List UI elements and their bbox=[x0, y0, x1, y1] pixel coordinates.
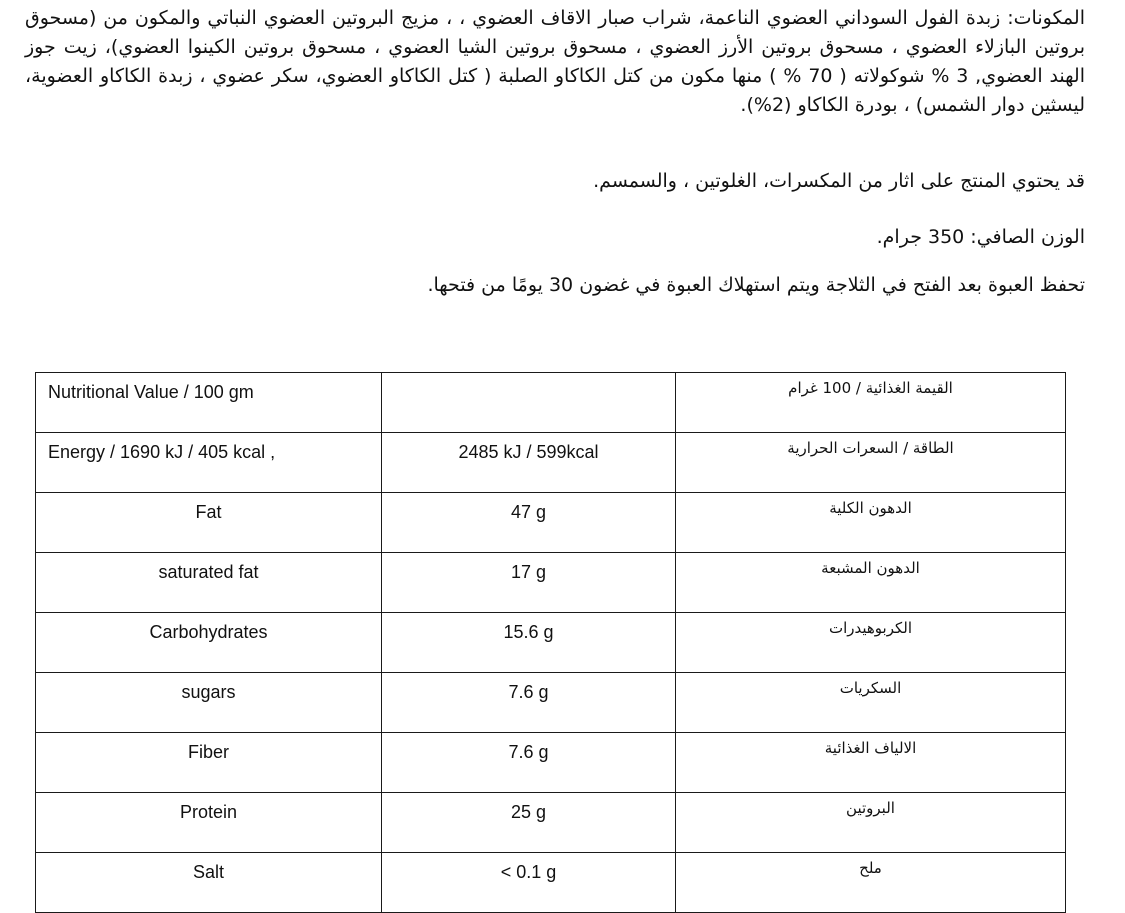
table-row bbox=[36, 673, 1066, 733]
nutrient-english: saturated fat bbox=[36, 553, 382, 613]
header-value bbox=[382, 373, 676, 433]
nutrient-value: 2485 kJ / 599kcal bbox=[382, 433, 676, 493]
nutrient-english: Protein bbox=[36, 793, 382, 853]
nutrient-value: 7.6 g bbox=[382, 733, 676, 793]
ingredients-paragraph: المكونات: زبدة الفول السوداني العضوي الناعمة، شراب صبار الاقاف العضوي ، ، مزيج البروتين العضوي النباتي والمكون من (مسحوق بروتين البازلاء العضوي ، مسحوق بروتين الأرز العضوي ، مسحوق بروتين الشيا العضوي ، مسحوق بروتين الكينوا العضوي)، زيت جوز الهند العضوي, 3 % شوكولاته ( 70 % ) منها مكون من كتل الكاكاو الصلبة ( كتل الكاكاو العضوي، سكر عضوي ، زبدة الكاكاو العضوية، ليسثين دوار الشمس) ، بودرة الكاكاو (2%). bbox=[25, 7, 1085, 116]
table-row bbox=[36, 733, 1066, 793]
table-row bbox=[36, 433, 1066, 493]
nutrient-english: Salt bbox=[36, 853, 382, 913]
table-row bbox=[36, 493, 1066, 553]
nutrient-arabic: الكربوهيدرات bbox=[676, 613, 1066, 673]
nutrient-english: Fiber bbox=[36, 733, 382, 793]
nutrient-arabic: الدهون المشبعة bbox=[676, 553, 1066, 613]
nutrient-value: < 0.1 g bbox=[382, 853, 676, 913]
nutrient-arabic: الطاقة / السعرات الحرارية bbox=[676, 433, 1066, 493]
table-row bbox=[36, 853, 1066, 913]
table-row bbox=[36, 793, 1066, 853]
nutrient-value: 25 g bbox=[382, 793, 676, 853]
nutrient-english: Fat bbox=[36, 493, 382, 553]
nutrition-header-row bbox=[36, 373, 1066, 433]
storage-instructions: تحفظ العبوة بعد الفتح في الثلاجة ويتم استهلاك العبوة في غضون 30 يومًا من فتحها. bbox=[427, 274, 1085, 296]
nutrient-arabic: ملح bbox=[676, 853, 1066, 913]
header-english: Nutritional Value / 100 gm bbox=[36, 373, 382, 433]
allergen-warning: قد يحتوي المنتج على اثار من المكسرات، الغلوتين ، والسمسم. bbox=[593, 170, 1085, 192]
nutrient-arabic: البروتين bbox=[676, 793, 1066, 853]
nutrient-arabic: الالياف الغذائية bbox=[676, 733, 1066, 793]
nutrient-english: Energy / 1690 kJ / 405 kcal , bbox=[36, 433, 382, 493]
nutrient-value: 15.6 g bbox=[382, 613, 676, 673]
nutrient-english: Carbohydrates bbox=[36, 613, 382, 673]
nutrient-arabic: الدهون الكلية bbox=[676, 493, 1066, 553]
header-arabic: القيمة الغذائية / 100 غرام bbox=[676, 373, 1066, 433]
table-row bbox=[36, 553, 1066, 613]
nutrient-value: 17 g bbox=[382, 553, 676, 613]
nutrient-value: 7.6 g bbox=[382, 673, 676, 733]
net-weight: الوزن الصافي: 350 جرام. bbox=[876, 226, 1085, 248]
nutrient-value: 47 g bbox=[382, 493, 676, 553]
table-row bbox=[36, 613, 1066, 673]
nutrient-arabic: السكريات bbox=[676, 673, 1066, 733]
nutrient-english: sugars bbox=[36, 673, 382, 733]
